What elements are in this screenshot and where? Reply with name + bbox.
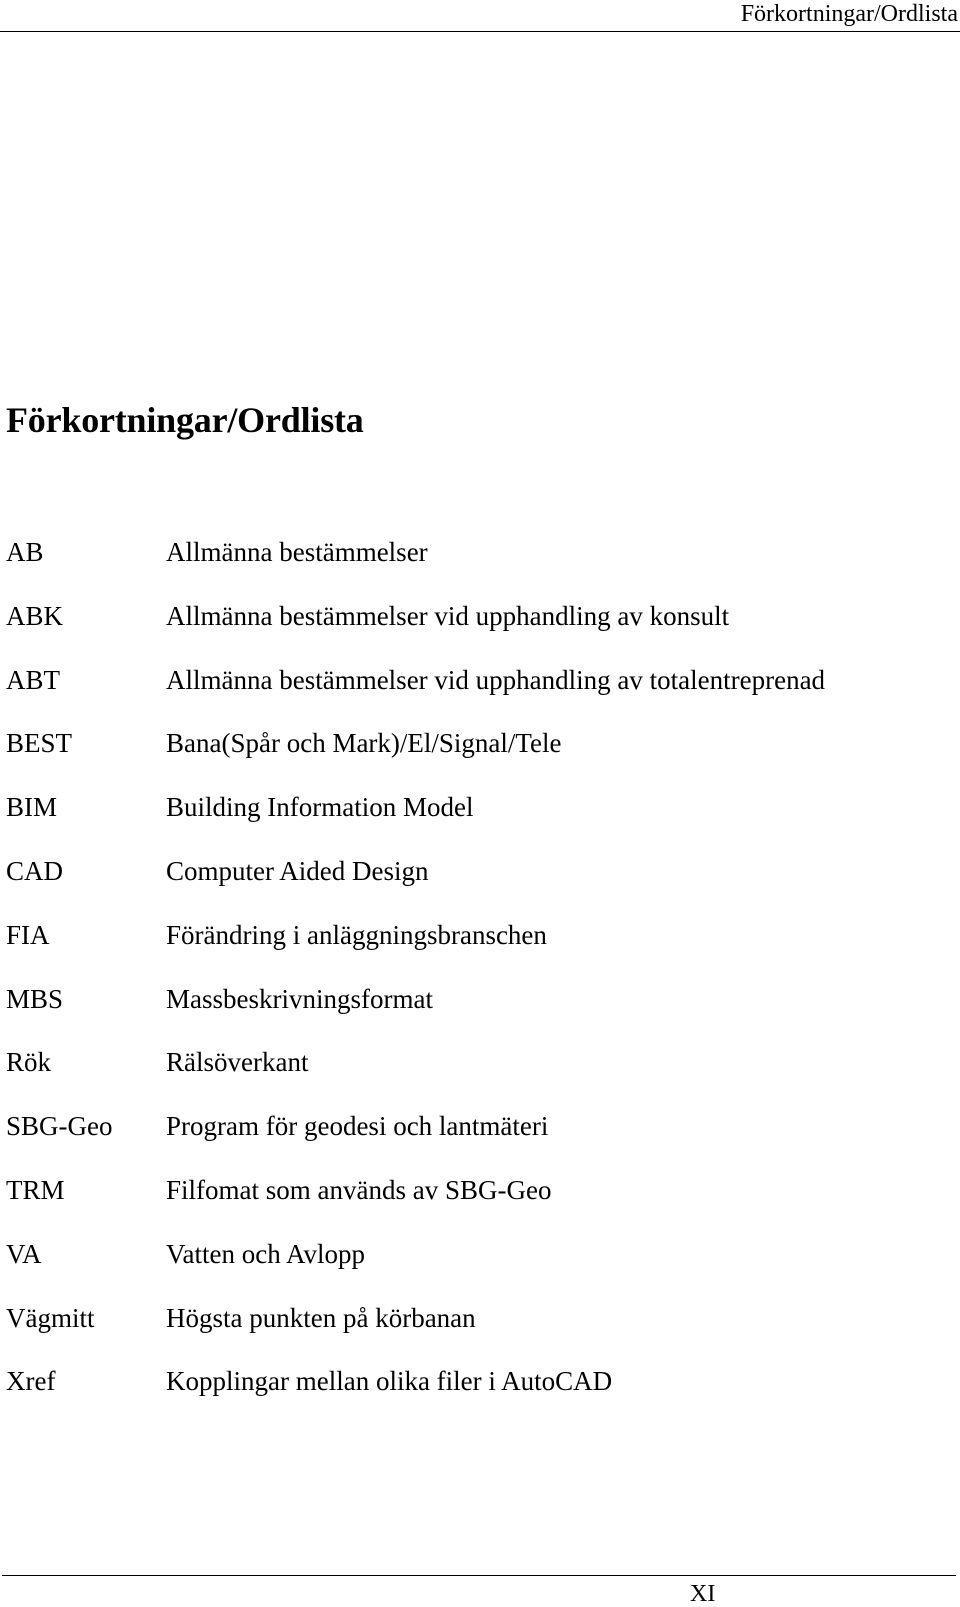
- abbreviation-term: BIM: [6, 792, 58, 823]
- abbreviation-definition: Kopplingar mellan olika filer i AutoCAD: [166, 1366, 613, 1397]
- list-item: [6, 1046, 946, 1110]
- abbreviation-term: Rök: [6, 1047, 52, 1078]
- page-title: Förkortningar/Ordlista: [6, 400, 364, 440]
- abbreviation-definition: Computer Aided Design: [166, 855, 429, 886]
- abbreviation-term: BEST: [6, 728, 73, 759]
- list-item: [6, 1365, 946, 1429]
- list-item: [6, 1302, 946, 1366]
- abbreviation-term: VA: [6, 1238, 42, 1269]
- abbreviation-definition: Bana(Spår och Mark)/El/Signal/Tele: [166, 728, 562, 759]
- list-item: [6, 791, 946, 855]
- list-item: [6, 1238, 946, 1302]
- list-item: [6, 1110, 946, 1174]
- abbreviation-list: [6, 536, 946, 1429]
- abbreviation-definition: Building Information Model: [166, 792, 474, 823]
- list-item: [6, 600, 946, 664]
- list-item: [6, 983, 946, 1047]
- list-item: [6, 727, 946, 791]
- abbreviation-definition: Högsta punkten på körbanan: [166, 1302, 476, 1333]
- abbreviation-term: Vägmitt: [6, 1302, 95, 1333]
- page-number: XI: [690, 1581, 716, 1607]
- abbreviation-term: AB: [6, 537, 44, 567]
- abbreviation-definition: Program för geodesi och lantmäteri: [166, 1111, 549, 1142]
- list-item: [6, 664, 946, 728]
- abbreviation-term: Xref: [6, 1366, 56, 1397]
- abbreviation-definition: Förändring i anläggningsbranschen: [166, 919, 547, 950]
- abbreviation-term: CAD: [6, 855, 64, 886]
- abbreviation-term: ABK: [6, 600, 64, 631]
- abbreviation-definition: Rälsöverkant: [166, 1047, 309, 1078]
- abbreviation-definition: Allmänna bestämmelser vid upphandling av konsult: [166, 600, 730, 631]
- list-item: [6, 855, 946, 919]
- list-item: [6, 1174, 946, 1238]
- abbreviation-term: MBS: [6, 983, 64, 1014]
- running-header: [0, 0, 960, 32]
- abbreviation-definition: Filfomat som används av SBG-Geo: [166, 1174, 552, 1205]
- footer-divider: [2, 1575, 956, 1576]
- list-item: [6, 536, 946, 600]
- abbreviation-definition: Allmänna bestämmelser: [166, 537, 428, 567]
- list-item: [6, 919, 946, 983]
- abbreviation-definition: Massbeskrivningsformat: [166, 983, 433, 1014]
- abbreviation-definition: Allmänna bestämmelser vid upphandling av totalentreprenad: [166, 664, 826, 695]
- abbreviation-term: TRM: [6, 1174, 65, 1205]
- abbreviation-term: FIA: [6, 919, 50, 950]
- abbreviation-term: SBG-Geo: [6, 1111, 113, 1142]
- running-header-text: Förkortningar/Ordlista: [740, 1, 958, 27]
- abbreviation-term: ABT: [6, 664, 60, 695]
- abbreviation-definition: Vatten och Avlopp: [166, 1238, 365, 1269]
